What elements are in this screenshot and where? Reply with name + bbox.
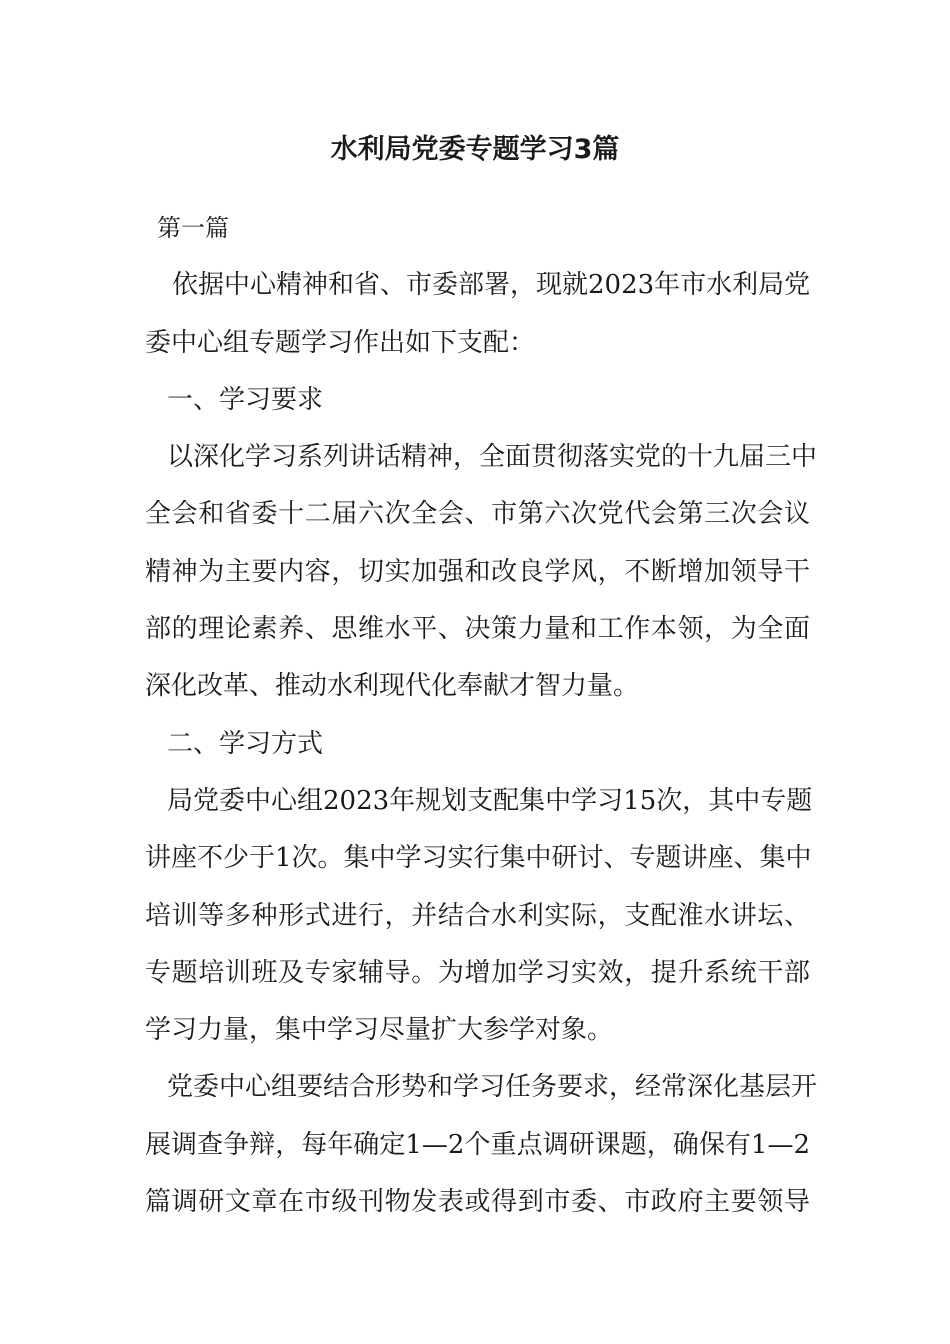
document-title: 水利局党委专题学习3篇 <box>330 134 620 165</box>
paragraph-line: 深化改革、推动水利现代化奉献才智力量。 <box>145 671 640 702</box>
paragraph-line: 培训等多种形式进行，并结合水利实际，支配淮水讲坛、 <box>145 900 810 931</box>
paragraph-line: 依据中心精神和省、市委部署，现就2023年市水利局党 <box>172 270 811 301</box>
section-heading-requirements: 一、学习要求 <box>167 384 324 415</box>
paragraph-line: 党委中心组要结合形势和学习任务要求，经常深化基层开 <box>167 1072 818 1103</box>
section-heading-methods: 二、学习方式 <box>167 728 324 759</box>
paragraph-line: 篇调研文章在市级刊物发表或得到市委、市政府主要领导 <box>145 1187 810 1218</box>
section-label-first: 第一篇 <box>157 214 229 242</box>
paragraph-line: 学习力量，集中学习尽量扩大参学对象。 <box>145 1015 614 1046</box>
paragraph-line: 讲座不少于1次。集中学习实行集中研讨、专题讲座、集中 <box>145 843 812 874</box>
paragraph-line: 以深化学习系列讲话精神，全面贯彻落实党的十九届三中 <box>167 442 818 473</box>
paragraph-line: 专题培训班及专家辅导。为增加学习实效，提升系统干部 <box>145 957 810 988</box>
paragraph-line: 全会和省委十二届六次全会、市第六次党代会第三次会议 <box>145 499 810 530</box>
paragraph-line: 部的理论素养、思维水平、决策力量和工作本领，为全面 <box>145 614 810 645</box>
paragraph-line: 委中心组专题学习作出如下支配： <box>145 327 536 358</box>
paragraph-line: 局党委中心组2023年规划支配集中学习15次，其中专题 <box>167 785 813 816</box>
paragraph-line: 精神为主要内容，切实加强和改良学风，不断增加领导干 <box>145 556 810 587</box>
document-body <box>145 200 818 1231</box>
paragraph-line: 展调查争辩，每年确定1—2个重点调研课题，确保有1—2 <box>145 1129 810 1160</box>
